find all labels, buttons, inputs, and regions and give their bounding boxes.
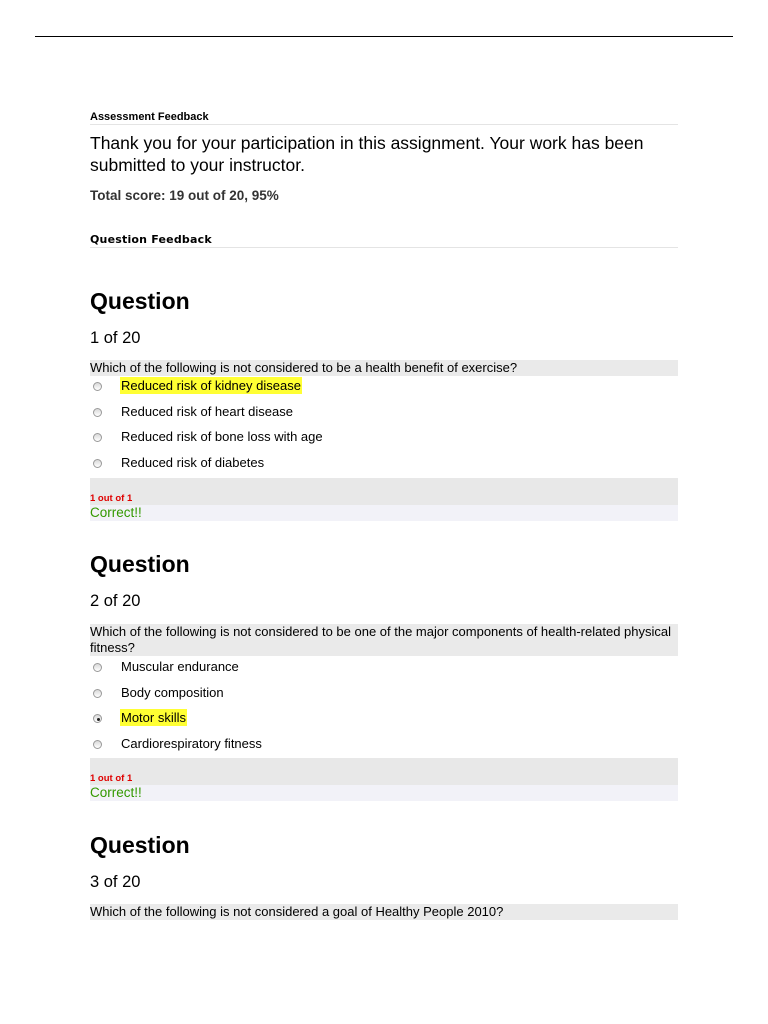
answer-label: Reduced risk of kidney disease: [121, 378, 301, 393]
total-score: Total score: 19 out of 20, 95%: [90, 188, 279, 203]
assessment-feedback-label: Assessment Feedback: [90, 111, 678, 125]
answer-label: Reduced risk of diabetes: [121, 455, 265, 470]
radio-button-icon[interactable]: [93, 433, 102, 442]
answer-label: Reduced risk of heart disease: [121, 404, 293, 419]
score-bar: [90, 478, 678, 505]
question-number: 2 of 20: [90, 592, 141, 610]
radio-button-icon[interactable]: [93, 740, 102, 749]
question-number: 3 of 20: [90, 873, 141, 891]
question-score: 1 out of 1: [90, 773, 133, 784]
feedback-text: Correct!!: [90, 505, 142, 520]
radio-button-selected-icon[interactable]: [93, 714, 102, 723]
answer-option[interactable]: [90, 735, 678, 753]
radio-button-icon[interactable]: [93, 459, 102, 468]
radio-button-icon[interactable]: [93, 408, 102, 417]
answer-label: Body composition: [121, 685, 224, 700]
answer-label: Cardiorespiratory fitness: [121, 736, 262, 751]
question-number: 1 of 20: [90, 329, 141, 347]
radio-button-icon[interactable]: [93, 663, 102, 672]
question-heading: Question: [90, 832, 190, 858]
answer-option[interactable]: [90, 428, 678, 446]
answer-option[interactable]: [90, 403, 678, 421]
radio-button-icon[interactable]: [93, 689, 102, 698]
question-feedback-label: Question Feedback: [90, 233, 678, 248]
question-heading: Question: [90, 288, 190, 314]
question-text: Which of the following is not considered to be a health benefit of exercise?: [90, 360, 678, 376]
feedback-bar: [90, 785, 678, 801]
submission-message: Thank you for your participation in this assignment. Your work has been submitted to your instructor.: [90, 133, 644, 175]
score-bar: [90, 758, 678, 785]
feedback-bar: [90, 505, 678, 521]
answer-option[interactable]: [90, 454, 678, 472]
answer-option[interactable]: [90, 658, 678, 676]
answer-option[interactable]: [90, 709, 678, 727]
top-divider: [35, 36, 733, 37]
question-heading: Question: [90, 551, 190, 577]
feedback-text: Correct!!: [90, 785, 142, 800]
answer-option[interactable]: [90, 684, 678, 702]
question-text: Which of the following is not considered to be one of the major components of health-related physical fitness?: [90, 624, 678, 656]
radio-button-icon[interactable]: [93, 382, 102, 391]
question-score: 1 out of 1: [90, 493, 133, 504]
answer-label: Reduced risk of bone loss with age: [121, 429, 323, 444]
answer-label: Muscular endurance: [121, 659, 239, 674]
answer-option[interactable]: [90, 377, 678, 395]
question-text: Which of the following is not considered a goal of Healthy People 2010?: [90, 904, 678, 920]
answer-label: Motor skills: [121, 710, 187, 725]
